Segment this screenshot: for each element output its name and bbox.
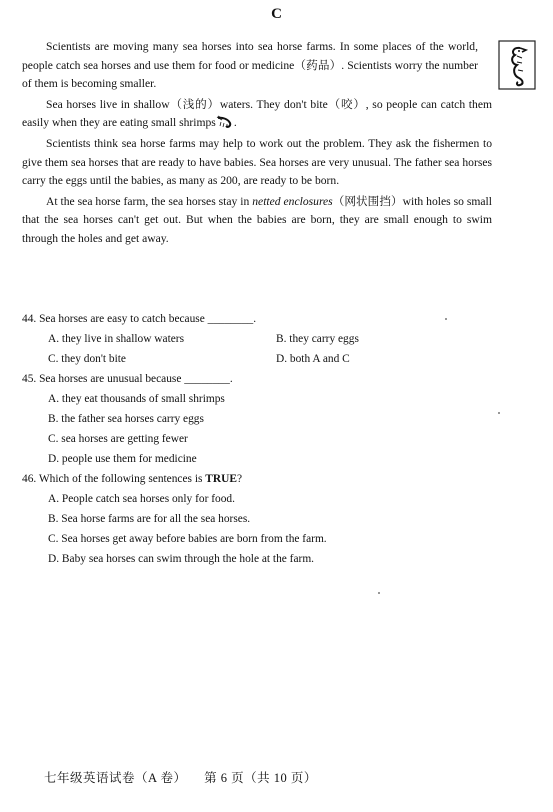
question-45 xyxy=(22,369,522,469)
question-45-option-c: C. sea horses are getting fewer xyxy=(48,433,188,445)
true-keyword: TRUE xyxy=(205,473,237,485)
question-44 xyxy=(22,309,522,369)
seahorse-icon xyxy=(498,40,536,90)
italic-term: netted enclosures xyxy=(252,194,333,208)
question-46-option-c: C. Sea horses get away before babies are born from the farm. xyxy=(48,533,327,545)
reading-passage xyxy=(22,38,492,251)
question-46 xyxy=(22,469,522,569)
passage-paragraph-3: Scientists think sea horse farms may help to work out the problem. They ask the fishermen to give them sea horses that are ready to have babies. Sea horses are very unusual. The father sea horses carry the eggs until the babies, as many as 200, are ready to be born. xyxy=(22,136,492,188)
question-44-stem: 44. Sea horses are easy to catch because ________. xyxy=(22,313,257,325)
question-44-option-d: D. both A and C xyxy=(276,353,350,365)
page-number: 第 6 页（共 10 页） xyxy=(204,771,317,785)
passage-paragraph-1: Scientists are moving many sea horses into sea horse farms. In some places of the world, people catch sea horses and use them for food or medicine（药品）. Scientists worry the number of them is becoming smaller. xyxy=(22,40,478,91)
passage-paragraph-2: Sea horses live in shallow（浅的）waters. They don't bite（咬）, so people can catch them easily when they are eating small shrimps . xyxy=(22,97,492,130)
shrimp-icon xyxy=(216,115,234,129)
page-footer xyxy=(44,768,331,786)
question-44-option-a: A. they live in shallow waters xyxy=(48,333,185,345)
exam-name: 七年级英语试卷（A 卷） xyxy=(44,771,187,785)
question-45-option-a: A. they eat thousands of small shrimps xyxy=(48,393,225,405)
question-46-option-b: B. Sea horse farms are for all the sea horses. xyxy=(48,513,251,525)
question-45-option-b: B. the father sea horses carry eggs xyxy=(48,413,204,425)
question-44-option-c: C. they don't bite xyxy=(48,353,126,365)
question-46-option-d: D. Baby sea horses can swim through the hole at the farm. xyxy=(48,553,315,565)
passage-paragraph-4: At the sea horse farm, the sea horses stay in netted enclosures（网状围挡）with holes so small that the sea horses can't get out. But when the babies are born, they are small enough to swim through the holes and get away. xyxy=(22,194,492,245)
question-44-option-b: B. they carry eggs xyxy=(276,333,359,345)
question-46-stem: 46. Which of the following sentences is TRUE? xyxy=(22,473,242,485)
question-46-option-a: A. People catch sea horses only for food. xyxy=(48,493,235,505)
questions-section xyxy=(22,309,522,569)
question-45-stem: 45. Sea horses are unusual because ________. xyxy=(22,373,233,385)
question-45-option-d: D. people use them for medicine xyxy=(48,453,197,465)
section-title: C xyxy=(271,6,282,22)
